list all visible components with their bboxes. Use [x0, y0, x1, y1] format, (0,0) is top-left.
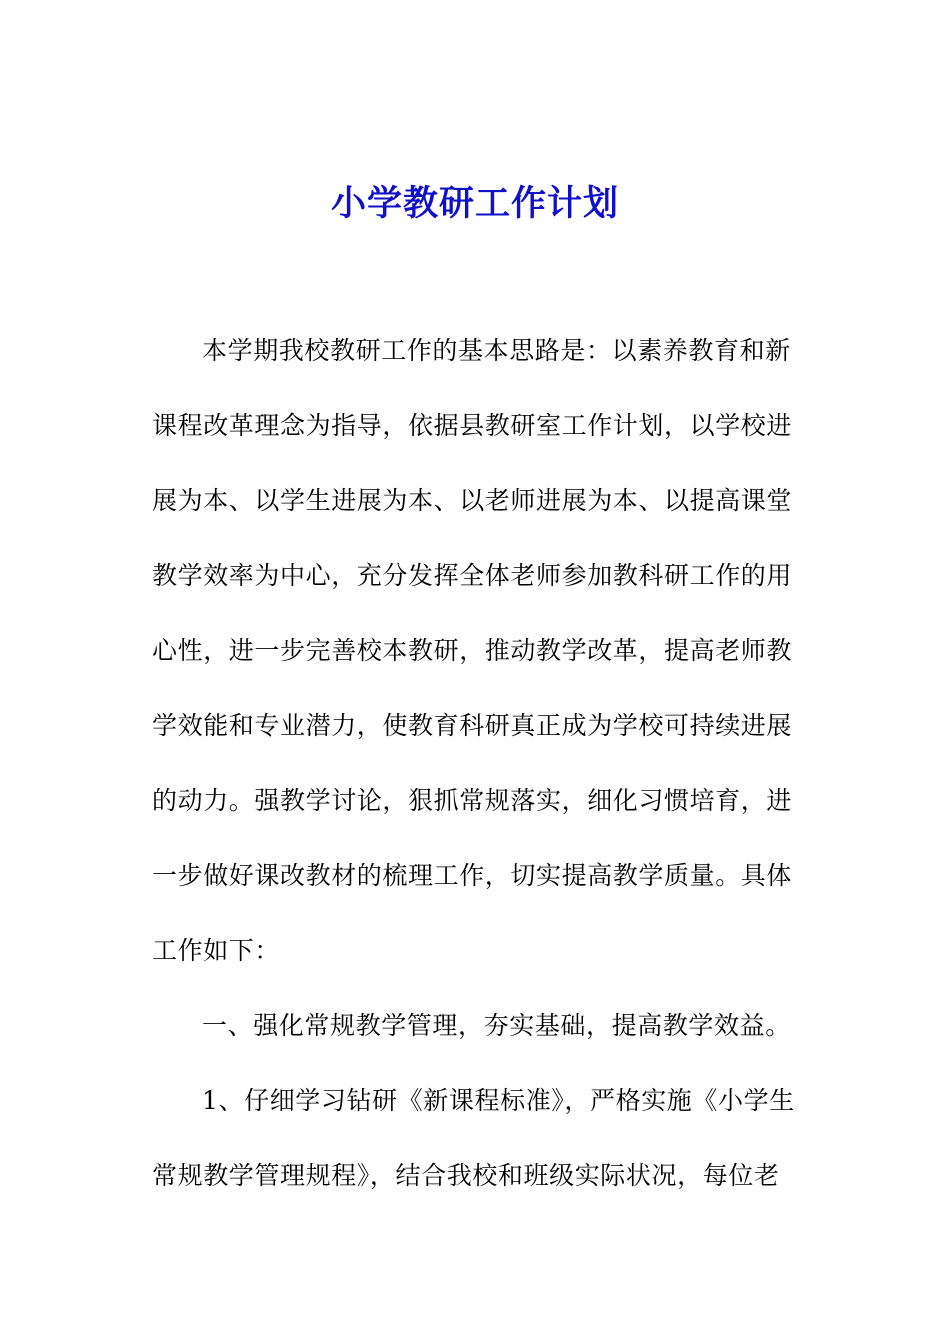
paragraph-line: 1、仔细学习钻研《新课程标准》，严格实施《小学生	[202, 1086, 795, 1115]
paragraph-line: 本学期我校教研工作的基本思路是：以素养教育和新	[202, 336, 791, 365]
paragraph-line: 的动力。强教学讨论，狠抓常规落实，细化习惯培育，进	[152, 786, 793, 815]
paragraph-line: 展为本、以学生进展为本、以老师进展为本、以提高课堂	[152, 486, 793, 515]
paragraph-line: 教学效率为中心，充分发挥全体老师参加教科研工作的用	[152, 561, 793, 590]
section-heading: 一、强化常规教学管理，夯实基础，提高教学效益。	[202, 1011, 791, 1040]
paragraph-line: 一步做好课改教材的梳理工作，切实提高教学质量。具体	[152, 861, 793, 890]
paragraph-line: 常规教学管理规程》，结合我校和班级实际状况，每位老	[152, 1161, 780, 1190]
paragraph-line: 工作如下：	[152, 936, 281, 965]
document-title: 小学教研工作计划	[330, 183, 619, 224]
paragraph-line: 心性，进一步完善校本教研，推动教学改革，提高老师教	[152, 636, 793, 665]
paragraph-line: 课程改革理念为指导，依据县教研室工作计划，以学校进	[152, 411, 793, 440]
paragraph-line: 学效能和专业潜力，使教育科研真正成为学校可持续进展	[152, 711, 793, 740]
